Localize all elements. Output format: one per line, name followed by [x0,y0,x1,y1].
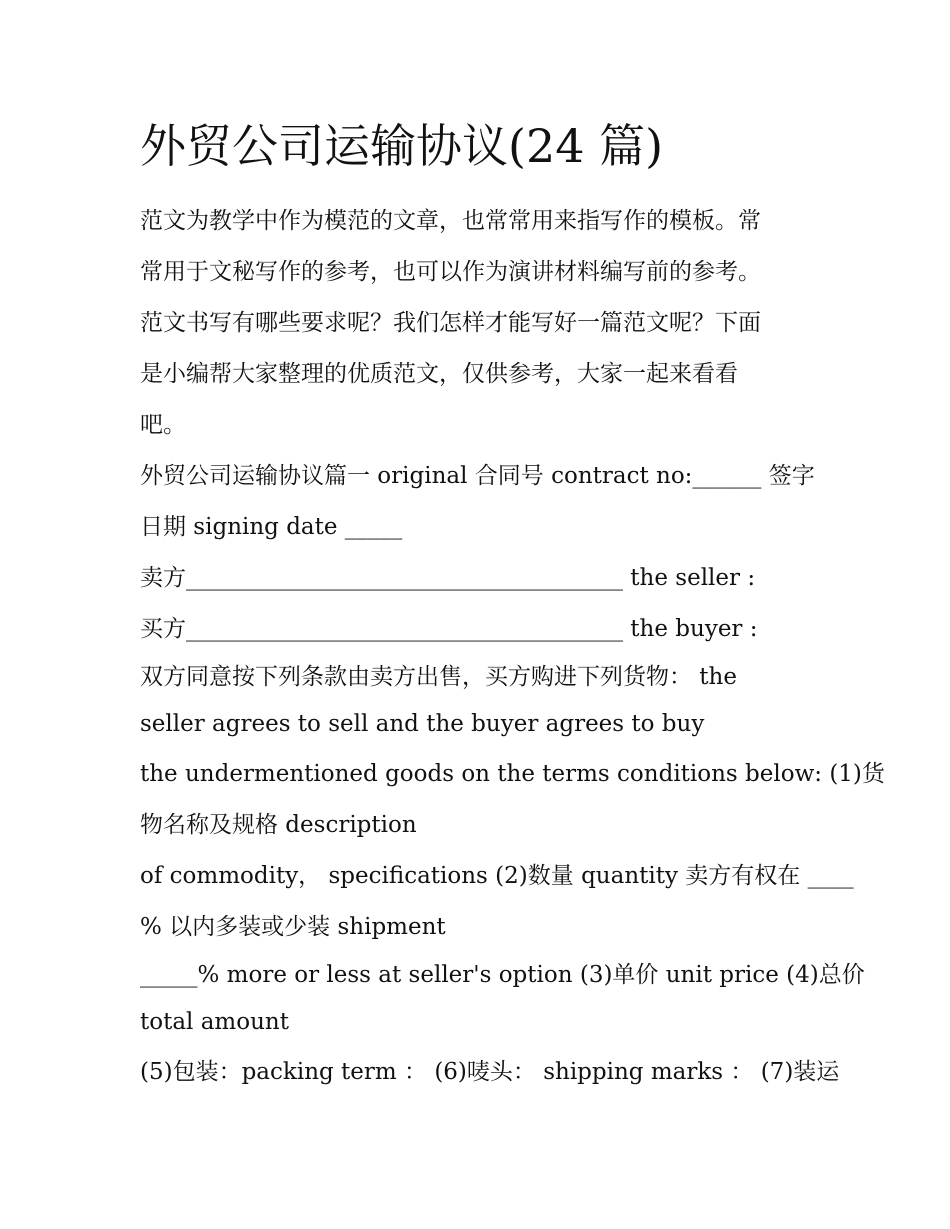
paragraph-line: 常用于文秘写作的参考，也可以作为演讲材料编写前的参考。 [140,259,761,285]
paragraph-line: 吧。 [140,412,186,438]
document-title: 外贸公司运输协议(24 篇) [140,119,664,173]
paragraph-line: 范文书写有哪些要求呢？我们怎样才能写好一篇范文呢？下面 [140,310,761,336]
paragraph-line: 范文为教学中作为模范的文章，也常常用来指写作的模板。常 [140,208,761,234]
paragraph-line: total amount [140,1009,289,1035]
buyer-line: 买方______________________________________ the buyer : [140,616,758,642]
document-body [140,196,885,1098]
paragraph-line: % 以内多装或少装 shipment [140,914,446,940]
paragraph-line: the undermentioned goods on the terms conditions below: (1)货 [140,761,885,787]
paragraph-line: 物名称及规格 description [140,812,417,838]
paragraph-line: 是小编帮大家整理的优质范文，仅供参考，大家一起来看看 [140,361,738,387]
paragraph-line: (5)包装：packing term ： (6)唛头： shipping marks ： (7)装运 [140,1059,840,1085]
paragraph-line: 外贸公司运输协议篇一 original 合同号 contract no:______ 签字 [140,463,815,489]
paragraph-line: seller agrees to sell and the buyer agrees to buy [140,711,705,737]
seller-line: 卖方______________________________________ the seller : [140,565,756,591]
paragraph-line: 日期 signing date _____ [140,514,403,540]
paragraph-line: _____% more or less at seller's option (3)单价 unit price (4)总价 [140,962,865,988]
paragraph-line: of commodity， specifications (2)数量 quantity 卖方有权在 ____ [140,863,854,889]
paragraph-line: 双方同意按下列条款由卖方出售，买方购进下列货物： the [140,664,737,690]
